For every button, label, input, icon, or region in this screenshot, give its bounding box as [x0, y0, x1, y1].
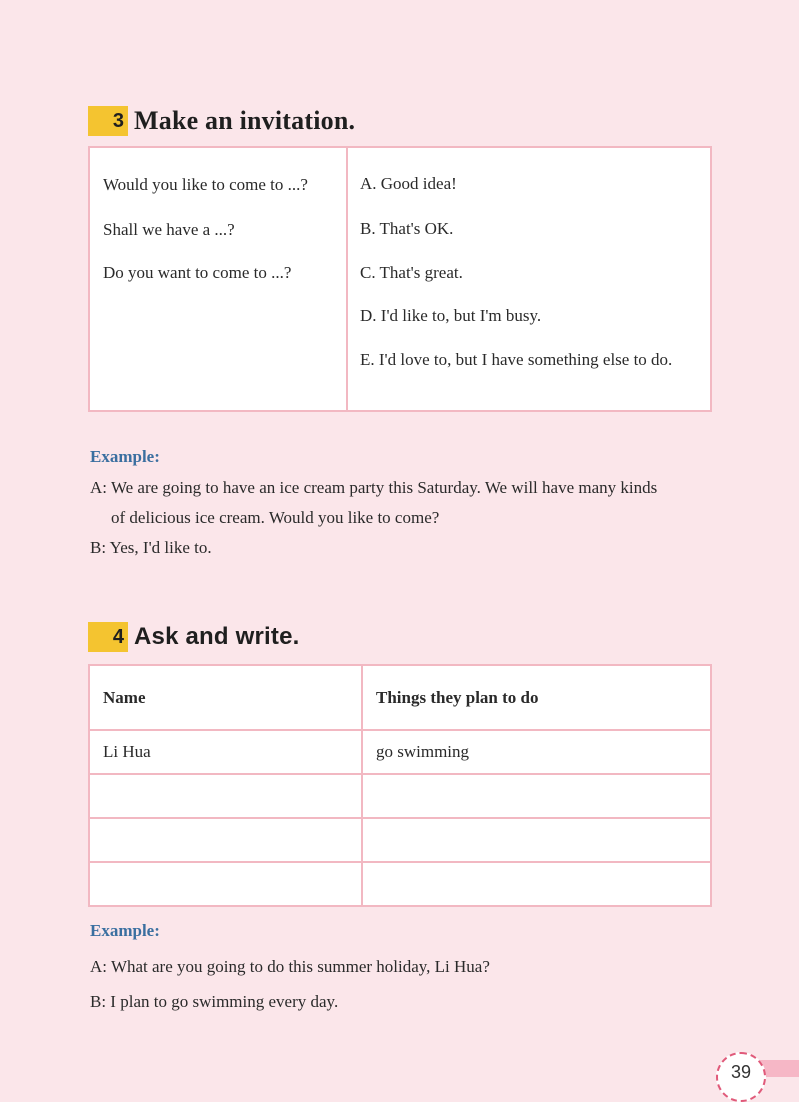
invitation-phrases-box [88, 146, 712, 412]
section-number-badge: 3 [88, 106, 128, 136]
response-option: B. That's OK. [360, 219, 454, 238]
column-header-plans: Things they plan to do [362, 665, 711, 730]
section-4-header [88, 622, 300, 652]
plan-cell[interactable] [362, 862, 711, 906]
name-cell[interactable] [89, 818, 362, 862]
name-cell[interactable] [89, 862, 362, 906]
dialog-line: B: I plan to go swimming every day. [90, 992, 339, 1011]
question-item: Shall we have a ...? [103, 220, 235, 239]
dialog-line: A: What are you going to do this summer holiday, Li Hua? [90, 957, 490, 976]
column-header-name: Name [89, 665, 362, 730]
invitation-questions-column [90, 148, 348, 410]
question-item: Would you like to come to ...? [103, 175, 308, 194]
response-option: E. I'd love to, but I have something else to do. [360, 350, 673, 369]
section-title: Make an invitation. [134, 106, 356, 135]
section-3-header [88, 106, 355, 136]
section-title: Ask and write. [134, 623, 300, 650]
example-label: Example: [90, 921, 160, 940]
example-label: Example: [90, 447, 160, 466]
response-options-column [348, 148, 710, 410]
plan-cell: go swimming [362, 730, 711, 774]
table-row [89, 862, 711, 906]
section-number-badge: 4 [88, 622, 128, 652]
name-cell[interactable] [89, 774, 362, 818]
page-number: 39 [716, 1052, 766, 1102]
dialog-line: A: We are going to have an ice cream party this Saturday. We will have many kinds [90, 478, 658, 497]
table-row [89, 818, 711, 862]
plan-cell[interactable] [362, 818, 711, 862]
dialog-line: B: Yes, I'd like to. [90, 538, 212, 557]
name-cell: Li Hua [89, 730, 362, 774]
dialog-line: of delicious ice cream. Would you like to come? [111, 508, 440, 527]
response-option: A. Good idea! [360, 174, 457, 193]
table-row [89, 730, 711, 774]
plan-cell[interactable] [362, 774, 711, 818]
plans-table [88, 664, 712, 907]
response-option: D. I'd like to, but I'm busy. [360, 306, 542, 325]
table-header-row [89, 665, 711, 730]
table-row [89, 774, 711, 818]
question-item: Do you want to come to ...? [103, 263, 292, 282]
response-option: C. That's great. [360, 263, 463, 282]
